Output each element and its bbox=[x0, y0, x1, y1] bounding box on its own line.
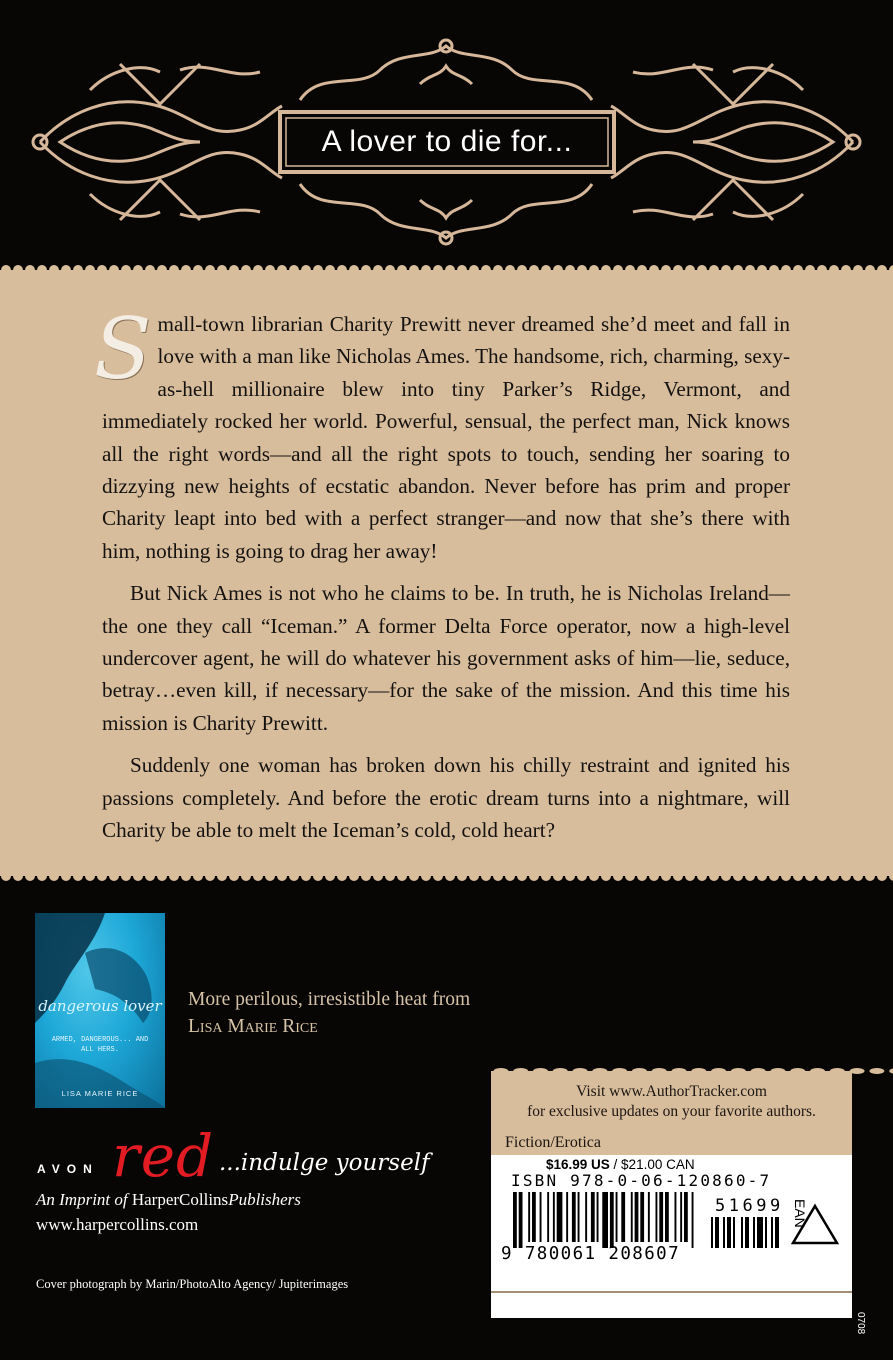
scalloped-edge-bottom bbox=[0, 870, 893, 882]
price-label: $16.99 US / $21.00 CAN bbox=[546, 1157, 695, 1172]
tagline: A lover to die for... bbox=[321, 125, 573, 158]
author-tracker-box: Visit www.AuthorTracker.com for exclusive updates on your favorite authors. bbox=[491, 1071, 852, 1131]
publisher-website[interactable]: www.harpercollins.com bbox=[36, 1215, 199, 1234]
imprint-line: An Imprint of HarperCollinsPublishers bbox=[36, 1190, 301, 1209]
blurb-paragraph-1: Small-town librarian Charity Prewitt never dreamed she’d meet and fall in love with a man like Nicholas Ames. The handsome, rich, charming, sexy-as-hell millionaire blew into tiny Parker’s Ridge, Vermont, and immediately rocked her world. Powerful, sensual, the perfect man, Nick knows all the right words—and all the right spots to touch, sending her soaring to dizzying new heights of ecstatic abandon. Never before has prim and proper Charity leapt into bed with a perfect stranger—and now that she’s there with him, nothing is going to drag her away! bbox=[94, 300, 790, 563]
related-promo: More perilous, irresistible heat from Lisa Marie Rice bbox=[188, 989, 471, 1037]
indulge-tagline: ...indulge yourself bbox=[219, 1150, 430, 1176]
barcode-bars bbox=[491, 1071, 852, 1318]
related-book-author: LISA MARIE RICE bbox=[61, 1089, 139, 1098]
photo-credit: Cover photograph by Marin/PhotoAlto Agency/ Jupiterimages bbox=[36, 1277, 349, 1291]
related-book-subtitle: ARMED, DANGEROUS... AND ALL HERS. bbox=[51, 1036, 149, 1054]
blurb-paragraph-2: But Nick Ames is not who he claims to be. In truth, he is Nicholas Ireland—the one they call “Iceman.” A former Delta Force operator, now a high-level undercover agent, he will do whatever his government asks of him—lie, seduce, betray…even kill, if necessary—for the sake of the mission. And this time his mission is Charity Prewitt. bbox=[102, 581, 790, 735]
barcode-digits: 9 780061 208607 bbox=[501, 1244, 681, 1264]
avon-red-logo bbox=[35, 1118, 475, 1188]
barcode-stripe bbox=[491, 1291, 852, 1293]
genre-label: Fiction/Erotica bbox=[491, 1131, 852, 1155]
drop-cap: S bbox=[94, 300, 152, 398]
related-book-title: dangerous lover bbox=[38, 997, 162, 1015]
red-wordmark: red bbox=[112, 1122, 215, 1190]
scalloped-edge-top bbox=[0, 264, 893, 276]
related-book-cover bbox=[35, 913, 165, 1108]
blurb-paragraph-3: Suddenly one woman has broken down his chilly restraint and ignited his passions completely. And before the erotic dream turns into a nightmare, will Charity be able to melt the Iceman’s cold, cold heart? bbox=[102, 753, 790, 843]
isbn-number: ISBN 978-0-06-120860-7 bbox=[511, 1171, 772, 1190]
price-addon-digits: 51699 bbox=[715, 1196, 784, 1216]
blurb-text bbox=[94, 300, 790, 857]
avon-wordmark: AVON bbox=[37, 1162, 99, 1176]
ean-label: EAN bbox=[792, 1199, 808, 1228]
print-code: 0708 bbox=[855, 1312, 866, 1335]
promo-author: Lisa Marie Rice bbox=[188, 1016, 318, 1037]
barcode-block bbox=[491, 1071, 852, 1318]
